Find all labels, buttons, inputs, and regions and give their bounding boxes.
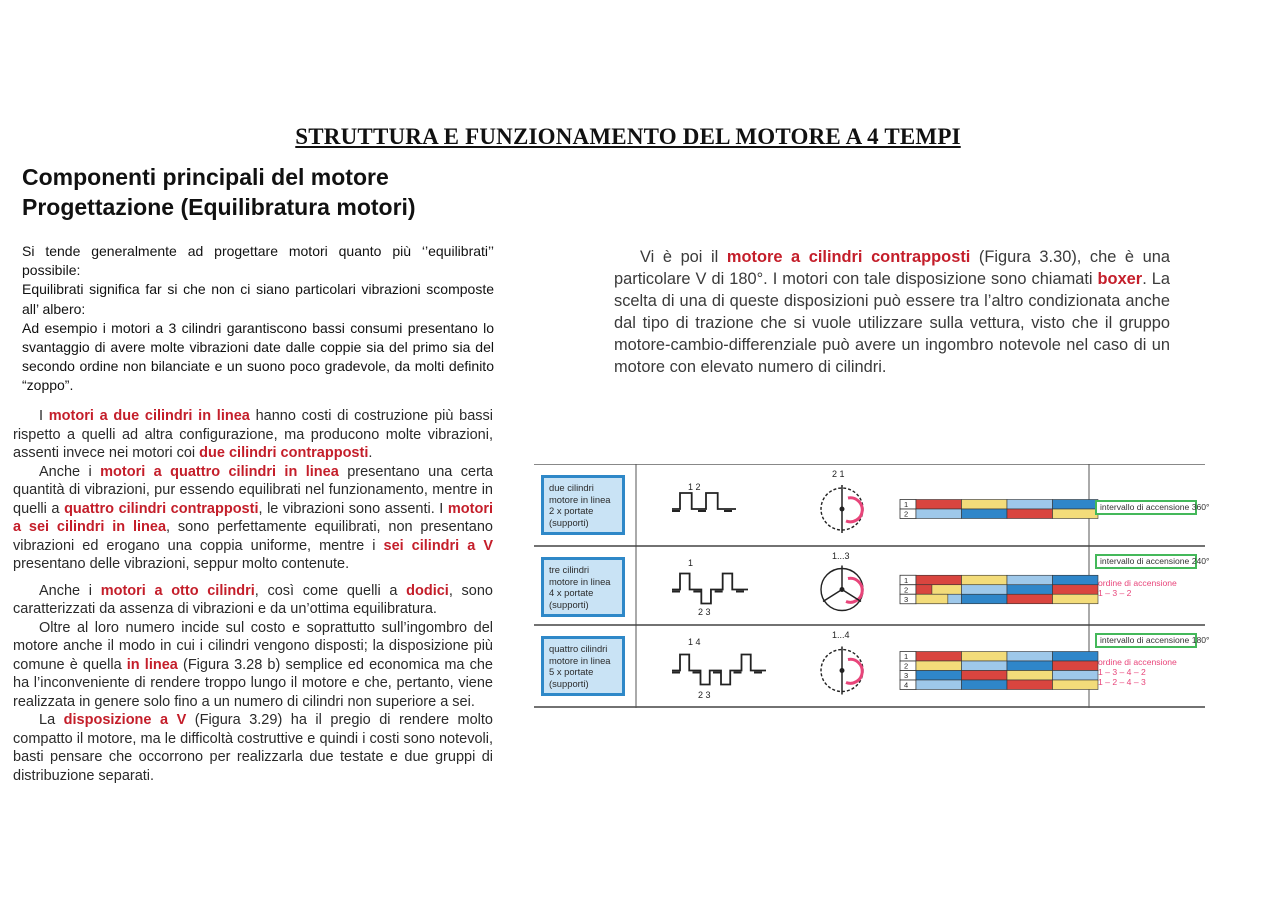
phase-segment [1007,661,1053,671]
cylinder-index: 2 [904,661,909,671]
phase-segment [1053,661,1099,671]
firing-order-sequence: 1 – 3 – 2 [1098,588,1132,598]
phase-segment [916,509,962,519]
cylinder-index: 3 [904,671,909,680]
phase-segment [1007,509,1053,519]
phase-segment [1053,585,1099,595]
intro-paragraph: Si tende generalmente ad progettare motori quanto più ‘’equilibrati’’ possibile: [22,243,494,279]
highlight-term: sei cilindri a V [383,537,493,554]
phase-segment [916,585,932,595]
cylinder-number-top: 1 [688,558,694,568]
engine-type-line: 4 x portate [549,587,594,598]
phase-segment [962,652,1008,662]
phase-segment [1053,671,1099,681]
scan-paragraph: Vi è poi il motore a cilindri contrapposti (Figura 3.30), che è una particolare V di 180°. I motori con tale disposizione sono chiamati boxer. La scelta di una di queste disposizioni può essere tra l’altro condizionata anche dal tipo di trazione che si vuole utilizzare sulla vettura, visto che il gruppo motore-cambio-differenziale può avere un ingombro notevole nel caso di un motore con elevato numero di cilindri. [614,248,1170,376]
highlight-term: dodici [406,582,449,599]
phase-segment [1007,680,1053,690]
phase-segment [1007,671,1053,681]
phase-segment [962,671,1008,681]
firing-order-sequence: 1 – 2 – 4 – 3 [1098,677,1146,687]
scan-paragraph: Oltre al loro numero incide sul costo e soprattutto sull’ingombro del motore anche il modo in cui i cilindri vengono disposti; la disposizione più comune è quella in linea (Figura 3.28 b) semplice ed economica ma che ha l’inconveniente di rendere troppo lungo il motore e che, pertanto, viene realizzata in genere solo fino a un numero di cilindri non superiore a sei. [13,619,494,710]
highlight-term: in linea [126,656,178,673]
phase-segment [1007,500,1053,510]
intro-text [22,242,494,396]
engine-type-label [541,557,625,617]
phase-segment [1053,594,1099,604]
engine-type-line: motore in linea [549,493,611,505]
phase-segment [962,500,1008,510]
scan-paragraph: I motori a due cilindri in linea hanno costi di costruzione più bassi rispetto a quelli ad altra configurazione, ma producono molte vibrazioni, assenti invece nei motori coi due cilindri contrapposti. [13,408,493,461]
phase-segment [1053,500,1099,510]
highlight-term: motore a cilindri contrapposti [726,248,971,266]
engine-type-line: (supporti) [549,598,589,610]
firing-interval-label: intervallo di accensione 240° [1095,554,1197,569]
intro-paragraph: Ad esempio i motori a 3 cilindri garantiscono bassi consumi presentano lo svantaggio di avere molte vibrazioni date dalle coppie sia del primo sia del secondo ordine non bilanciate e un suono poco gradevole, da molti definito “zoppo”. [22,319,494,394]
engine-type-line: (supporti) [549,677,589,689]
phase-segment [916,671,962,681]
phase-segment [916,575,962,585]
engine-type-line: due cilindri [549,482,594,493]
phase-segment [962,585,1008,595]
section-heading-design: Progettazione (Equilibratura motori) [22,194,416,220]
firing-interval-label: intervallo di accensione 360° [1095,500,1197,515]
highlight-term: motori a due cilindri in linea [48,408,250,424]
phase-segment [1053,680,1099,690]
cylinder-index: 2 [904,509,909,519]
section-heading-components: Componenti principali del motore [22,164,389,190]
crank-center [840,587,845,592]
phase-segment [962,680,1008,690]
engine-type-line: (supporti) [549,516,589,528]
firing-interval-label: intervallo di accensione 180° [1095,633,1197,648]
intro-paragraph: Equilibrati significa far si che non ci siano particolari vibrazioni scomposte all’ albero: [22,281,494,317]
phase-segment [916,680,962,690]
phase-segment [1053,652,1099,662]
cylinder-number-top: 1 2 [688,482,701,492]
circle-cylinder-label: 1...4 [832,630,850,640]
firing-order-label: ordine di accensione [1098,578,1177,588]
phase-segment [962,594,1008,604]
phase-segment [1053,509,1099,519]
cylinder-index: 1 [904,652,909,661]
scanned-text-left [13,407,493,785]
cylinder-index: 1 [904,500,909,509]
circle-cylinder-label: 1...3 [832,551,850,561]
phase-segment [1007,585,1053,595]
circle-cylinder-label: 2 1 [832,469,845,479]
engine-type-label [541,475,625,535]
scan-paragraph: Anche i motori a otto cilindri, così come quelli a dodici, sono caratterizzati da assenza di vibrazioni e da un’ottima equilibratura. [13,582,493,617]
engine-type-line: motore in linea [549,575,611,587]
page-title: STRUTTURA E FUNZIONAMENTO DEL MOTORE A 4 TEMPI [295,124,961,149]
highlight-term: disposizione a V [63,712,187,728]
phase-segment [1007,594,1053,604]
cylinder-index: 3 [904,594,909,604]
cylinder-index: 4 [904,680,909,690]
highlight-term: quattro cilindri contrapposti [64,500,259,517]
phase-segment [962,509,1008,519]
engine-type-line: quattro cilindri [549,643,608,654]
cylinder-index: 1 [904,575,909,585]
scan-paragraph: La disposizione a V (Figura 3.29) ha il pregio di rendere molto compatto il motore, ma le difficoltà costruttive e quindi i costi sono notevoli, basti pensare che occorrono per realizzarla due testate e due gruppi di distribuzione separati. [13,712,493,784]
crank-center [840,668,845,673]
engine-type-line: 5 x portate [549,666,594,677]
phase-segment [916,500,962,510]
engine-type-line: tre cilindri [549,564,590,575]
highlight-term: motori a otto cilindri [100,582,255,599]
phase-segment [916,661,962,671]
scanned-text-right [614,246,1170,378]
engine-type-line: motore in linea [549,654,611,666]
scan-paragraph: Anche i motori a quattro cilindri in linea presentano una certa quantità di vibrazioni, pur essendo equilibrati nel funzionamento, mentre in quelli a quattro cilindri contrapposti, le vibrazioni sono assenti. I motori a sei cilindri in linea, sono perfettamente equilibrati, non presentano vibrazioni ed erogano una coppia uniforme, mentre i sei cilindri a V presentano delle vibrazioni, seppur molto contenute. [13,463,493,572]
highlight-term: motori a sei cilindri in linea [13,500,493,535]
highlight-term: due cilindri contrapposti [199,445,369,461]
highlight-term: motori a quattro cilindri in linea [100,463,339,480]
phase-segment [1053,575,1099,585]
cylinder-number-bottom: 2 3 [698,607,711,617]
firing-order-label: ordine di accensione [1098,657,1177,667]
phase-segment [1007,652,1053,662]
firing-order-sequence: 1 – 3 – 4 – 2 [1098,667,1146,677]
engine-configuration-figure [534,464,1210,708]
phase-segment [916,594,948,604]
cylinder-number-top: 1 4 [688,637,701,647]
highlight-term: boxer [1097,270,1143,288]
cylinder-number-bottom: 2 3 [698,690,711,700]
crank-center [840,507,845,512]
phase-segment [916,652,962,662]
engine-type-label [541,636,625,696]
engine-type-line: 2 x portate [549,505,594,516]
cylinder-index: 2 [904,585,909,595]
phase-segment [962,575,1008,585]
phase-segment [1007,575,1053,585]
phase-segment [962,661,1008,671]
